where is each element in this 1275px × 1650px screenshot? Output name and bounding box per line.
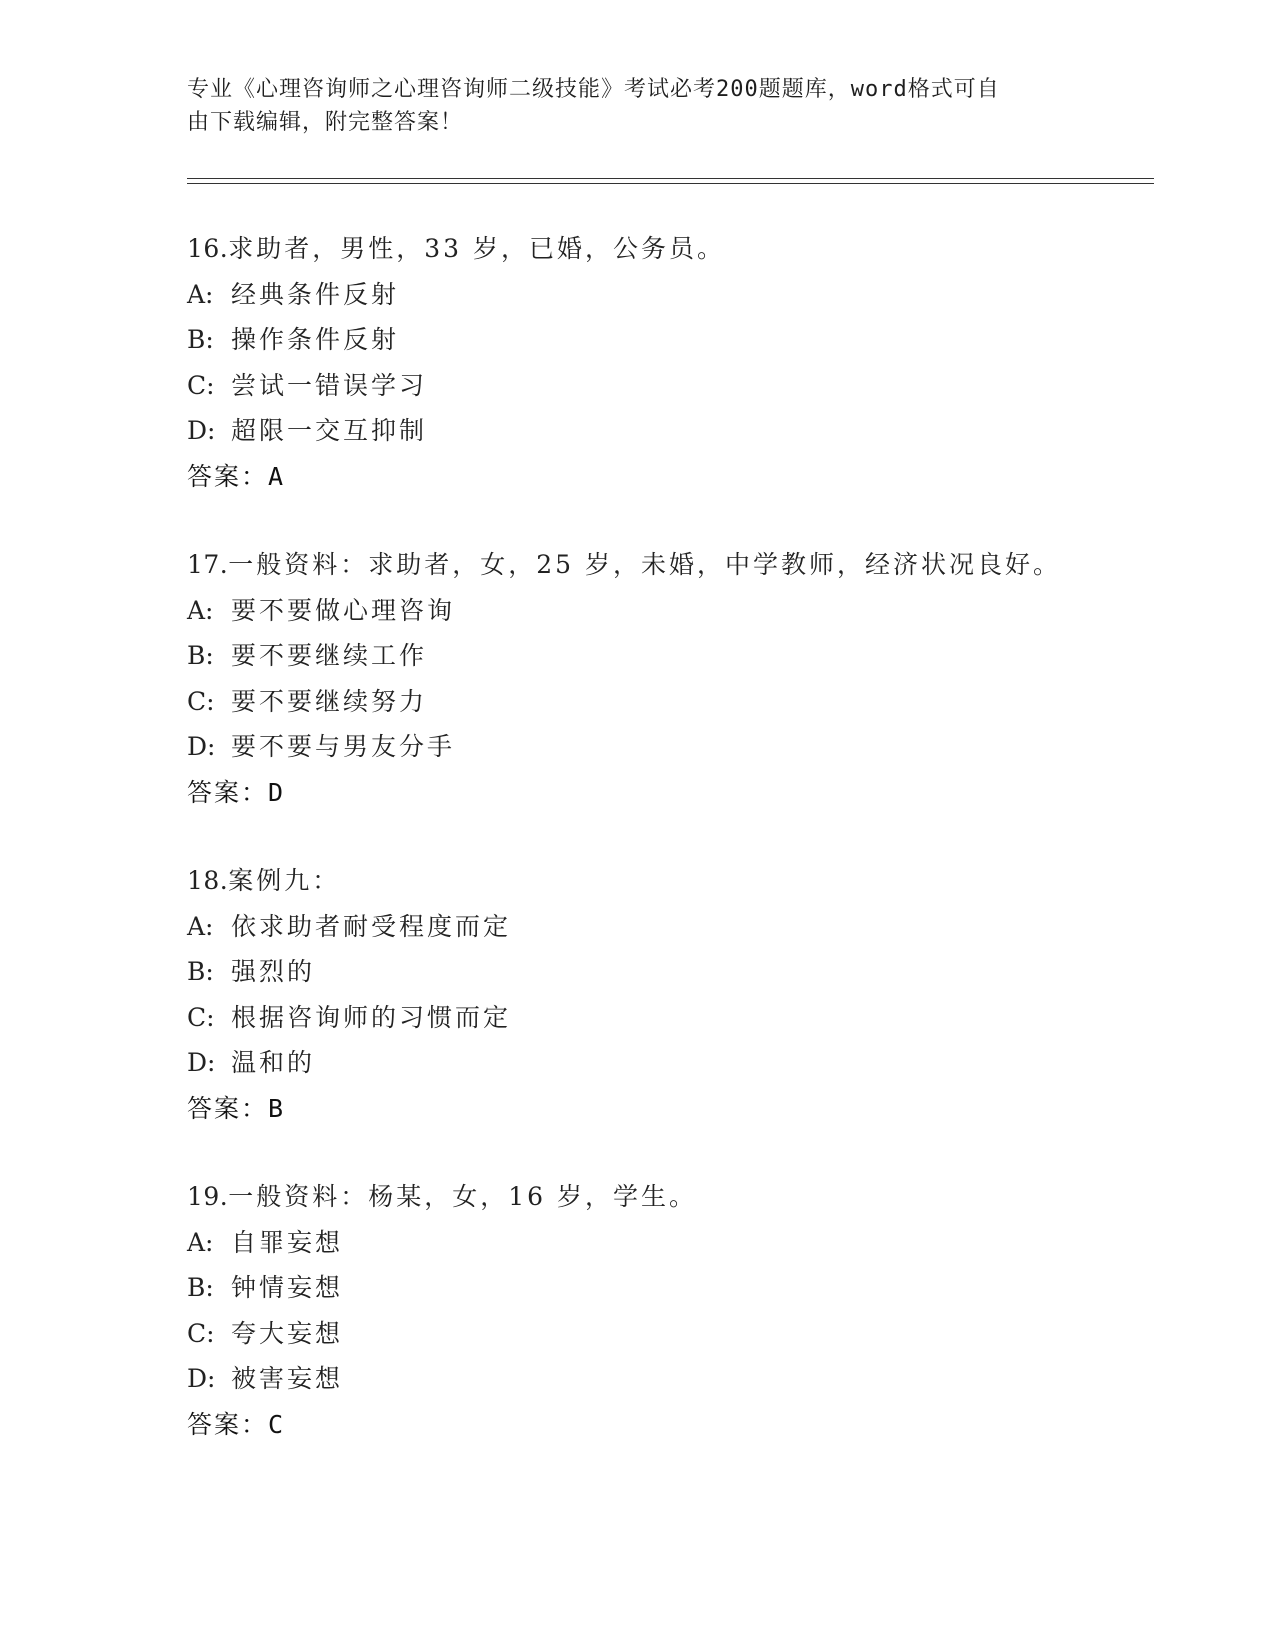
answer-line: [187, 770, 1147, 816]
answer-value: D: [268, 777, 284, 807]
option-a: [187, 272, 1147, 318]
option-letter: C:: [187, 1318, 215, 1348]
option-c: [187, 995, 1147, 1041]
header-line-2: 由下载编辑，附完整答案！: [187, 110, 464, 135]
header-divider-top: [187, 178, 1154, 179]
question-text: 一般资料：求助者，女，25 岁，未婚，中学教师，经济状况良好。: [228, 550, 1062, 579]
option-c: [187, 363, 1147, 409]
option-text: 依求助者耐受程度而定: [231, 911, 512, 941]
option-text: 温和的: [231, 1048, 316, 1077]
option-letter: C:: [187, 686, 215, 716]
option-letter: D:: [187, 416, 216, 445]
header-line-1: 专业《心理咨询师之心理咨询师二级技能》考试必考200题题库，word格式可自: [187, 77, 1000, 102]
option-text: 尝试一错误学习: [231, 370, 428, 400]
option-b: [187, 949, 1147, 995]
question-stem: [187, 226, 1147, 272]
option-letter: B:: [187, 957, 214, 986]
option-letter: C:: [187, 1002, 215, 1032]
answer-label: 答案：: [187, 1409, 269, 1439]
question-16: [187, 226, 1147, 499]
option-letter: B:: [187, 325, 214, 354]
question-number: 18.: [187, 866, 229, 895]
option-b: [187, 1265, 1147, 1311]
option-letter: A:: [187, 1227, 214, 1257]
option-letter: D:: [187, 732, 216, 761]
option-d: [187, 1040, 1147, 1086]
option-d: [187, 408, 1147, 454]
document-header: [187, 73, 1087, 139]
question-text: 案例九：: [228, 866, 341, 895]
option-text: 经典条件反射: [231, 279, 400, 309]
answer-value: C: [268, 1409, 284, 1439]
question-text: 求助者，男性，33 岁，已婚，公务员。: [228, 234, 726, 263]
option-text: 操作条件反射: [231, 325, 400, 354]
option-text: 要不要做心理咨询: [231, 595, 456, 625]
option-letter: D:: [187, 1048, 216, 1077]
option-text: 要不要与男友分手: [231, 732, 456, 761]
option-letter: C:: [187, 370, 215, 400]
question-17: [187, 542, 1147, 815]
option-text: 强烈的: [231, 957, 316, 986]
answer-line: [187, 1086, 1147, 1132]
question-stem: [187, 1174, 1147, 1220]
option-text: 根据咨询师的习惯而定: [231, 1002, 512, 1032]
option-text: 要不要继续工作: [231, 641, 428, 670]
option-letter: B:: [187, 1273, 214, 1302]
option-text: 被害妄想: [231, 1364, 344, 1393]
question-18: [187, 858, 1147, 1131]
option-d: [187, 724, 1147, 770]
answer-label: 答案：: [187, 1093, 269, 1123]
option-text: 夸大妄想: [231, 1318, 344, 1348]
question-text: 一般资料：杨某，女，16 岁，学生。: [228, 1182, 698, 1211]
option-text: 自罪妄想: [231, 1227, 344, 1257]
option-c: [187, 1311, 1147, 1357]
option-letter: A:: [187, 279, 214, 309]
answer-value: B: [268, 1093, 284, 1123]
option-text: 要不要继续努力: [231, 686, 428, 716]
answer-label: 答案：: [187, 777, 269, 807]
option-b: [187, 317, 1147, 363]
header-divider-bottom: [187, 183, 1154, 184]
option-c: [187, 679, 1147, 725]
question-number: 19.: [187, 1182, 229, 1211]
option-text: 超限一交互抑制: [231, 416, 428, 445]
option-letter: A:: [187, 595, 214, 625]
option-b: [187, 633, 1147, 679]
answer-label: 答案：: [187, 461, 269, 491]
question-19: [187, 1174, 1147, 1447]
option-d: [187, 1356, 1147, 1402]
option-a: [187, 1220, 1147, 1266]
question-stem: [187, 858, 1147, 904]
answer-line: [187, 454, 1147, 500]
answer-value: A: [268, 461, 284, 491]
question-number: 16.: [187, 234, 229, 263]
answer-line: [187, 1402, 1147, 1448]
option-letter: D:: [187, 1364, 216, 1393]
question-number: 17.: [187, 550, 229, 579]
option-a: [187, 588, 1147, 634]
option-letter: A:: [187, 911, 214, 941]
option-text: 钟情妄想: [231, 1273, 344, 1302]
option-letter: B:: [187, 641, 214, 670]
question-stem: [187, 542, 1147, 588]
option-a: [187, 904, 1147, 950]
